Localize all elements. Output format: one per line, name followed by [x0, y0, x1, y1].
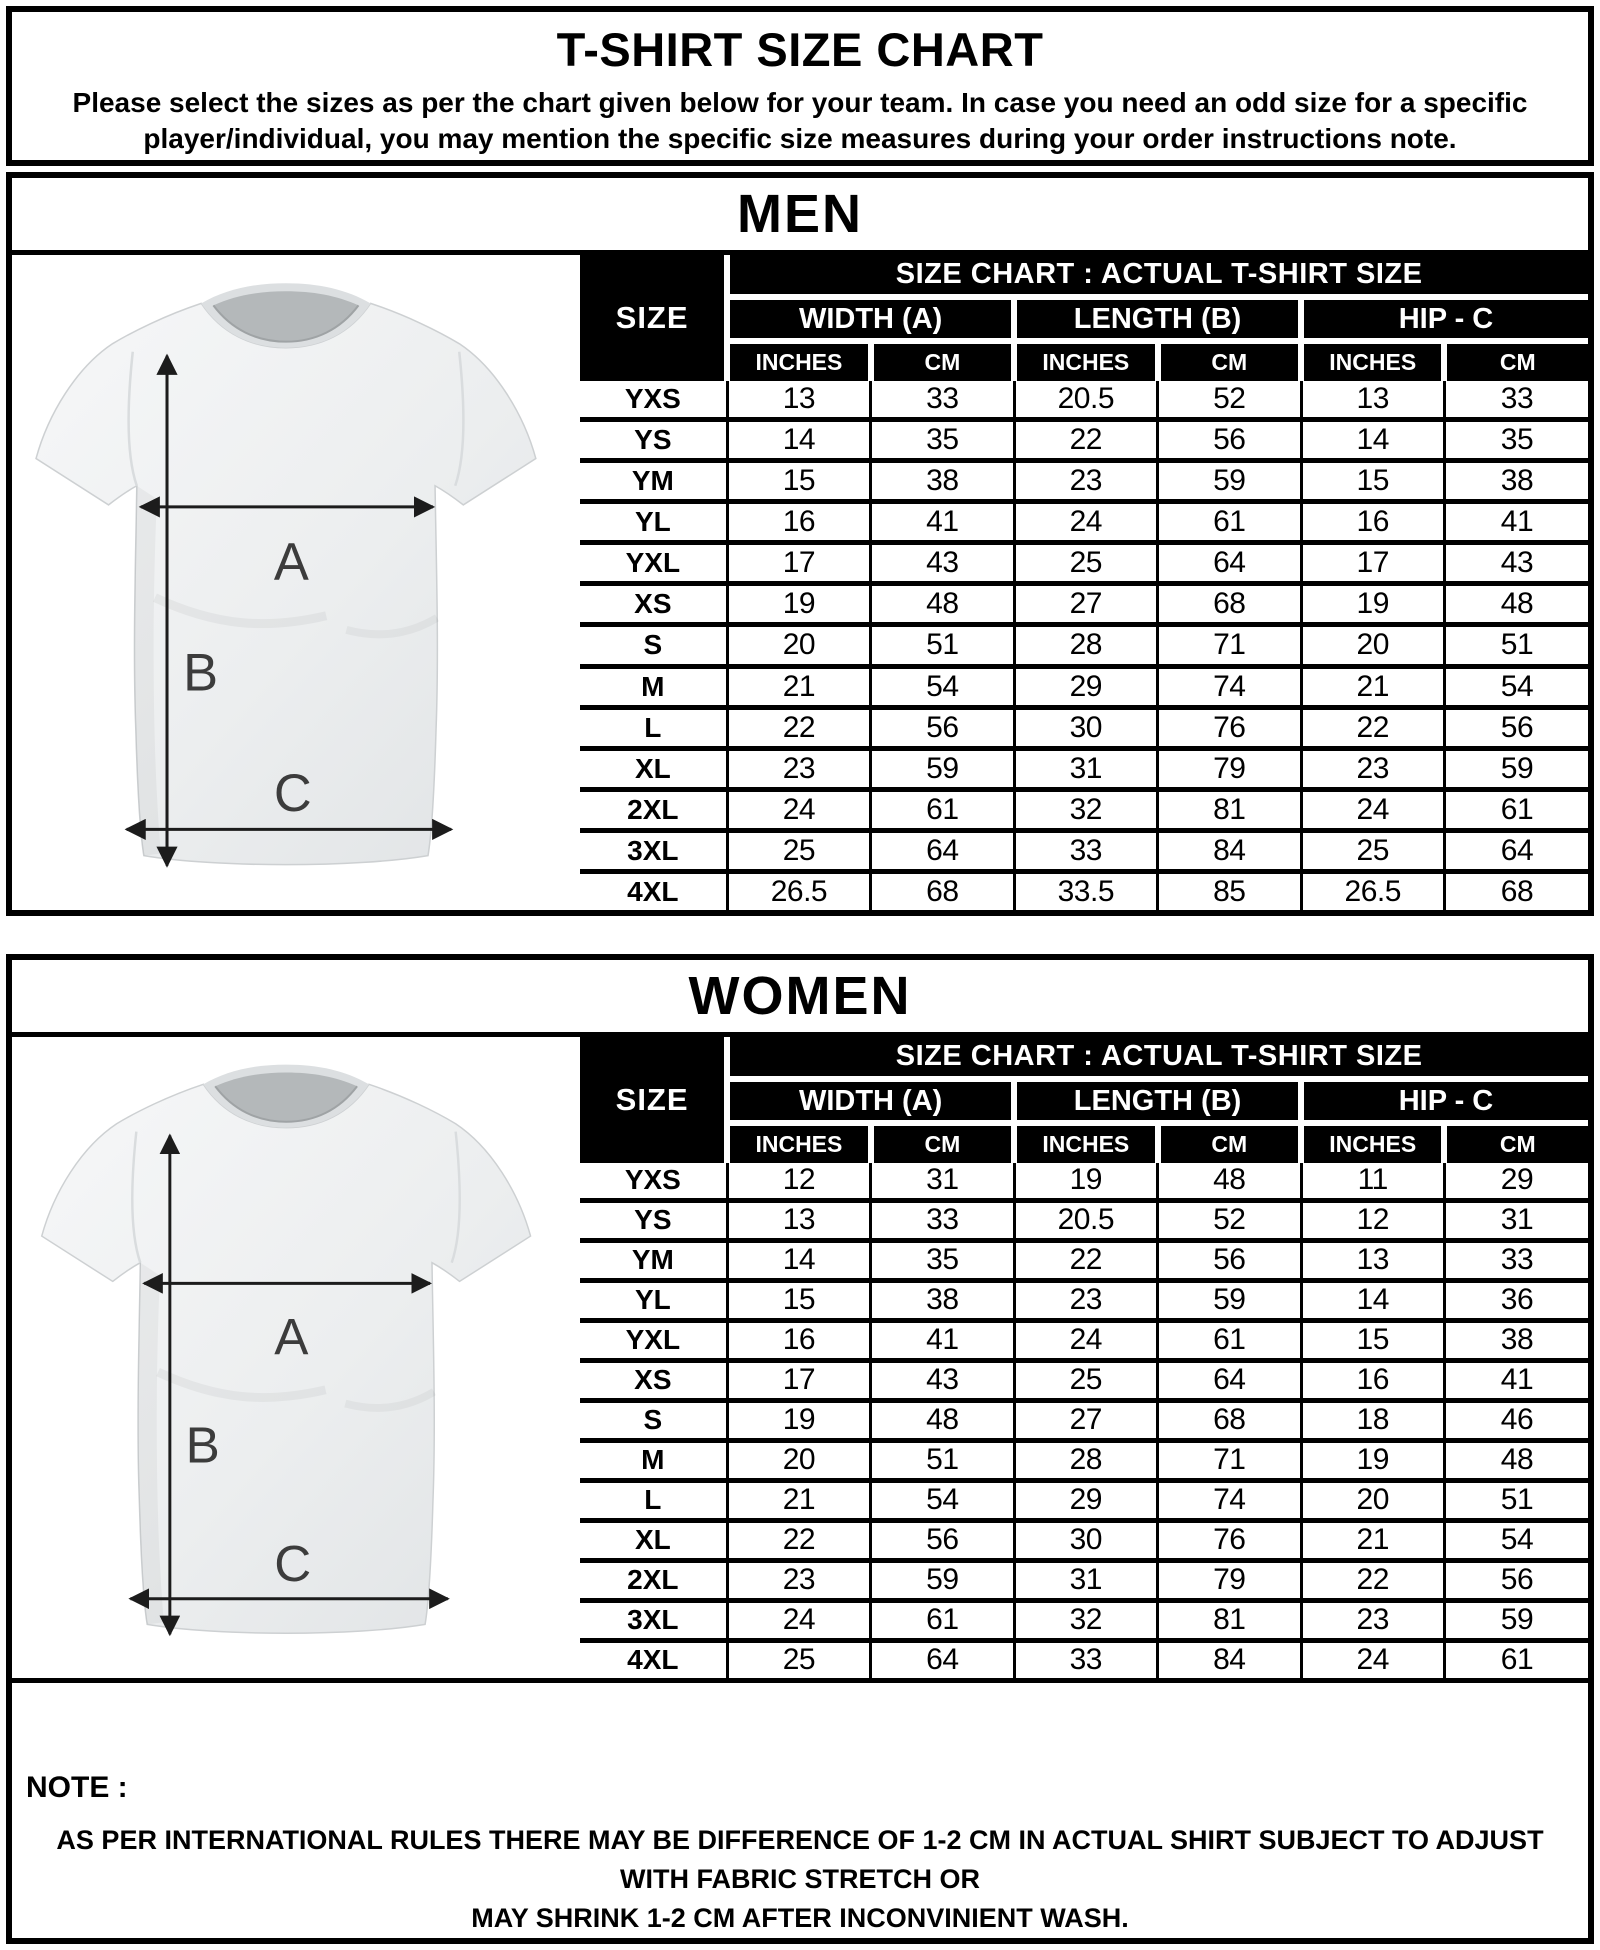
value-cell: 24	[1301, 789, 1444, 830]
value-cell: 35	[871, 419, 1014, 460]
value-cell: 64	[871, 1640, 1014, 1678]
table-row	[580, 1163, 1588, 1200]
value-cell: 15	[727, 461, 870, 502]
size-cell: 2XL	[580, 1560, 727, 1600]
value-cell: 43	[871, 1360, 1014, 1400]
women-size-table	[580, 1037, 1588, 1678]
size-cell: L	[580, 1480, 727, 1520]
value-cell: 24	[727, 789, 870, 830]
size-cell: YXL	[580, 1320, 727, 1360]
tshirt-diagram-svg	[12, 255, 580, 910]
value-cell: 33	[1444, 1240, 1588, 1280]
unit-header: INCHES	[1301, 341, 1444, 381]
value-cell: 36	[1444, 1280, 1588, 1320]
value-cell: 61	[1158, 502, 1301, 543]
men-table-pane	[580, 255, 1588, 910]
value-cell: 59	[871, 748, 1014, 789]
value-cell: 33	[1014, 1640, 1157, 1678]
span-header: SIZE CHART : ACTUAL T-SHIRT SIZE	[727, 255, 1588, 297]
value-cell: 17	[1301, 543, 1444, 584]
value-cell: 21	[727, 666, 870, 707]
size-cell: YXS	[580, 1163, 727, 1200]
tshirt-diagram-svg	[12, 1037, 580, 1678]
table-row	[580, 1600, 1588, 1640]
size-cell: L	[580, 707, 727, 748]
value-cell: 26.5	[727, 871, 870, 910]
value-cell: 26.5	[1301, 871, 1444, 910]
value-cell: 54	[1444, 1520, 1588, 1560]
size-column-header: SIZE	[580, 1037, 727, 1163]
unit-header: CM	[1444, 341, 1588, 381]
value-cell: 22	[727, 707, 870, 748]
value-cell: 64	[1158, 1360, 1301, 1400]
value-cell: 25	[727, 1640, 870, 1678]
size-cell: 2XL	[580, 789, 727, 830]
note-footer	[12, 1678, 1588, 1938]
label-b: B	[185, 1416, 220, 1474]
value-cell: 43	[1444, 543, 1588, 584]
value-cell: 46	[1444, 1400, 1588, 1440]
value-cell: 33	[1014, 830, 1157, 871]
page-subtitle-line-1: Please select the sizes as per the chart given below for your team. In case you need an odd size for a specific	[72, 87, 1528, 118]
group-header-hip: HIP - C	[1301, 297, 1588, 341]
value-cell: 48	[871, 584, 1014, 625]
value-cell: 61	[1158, 1320, 1301, 1360]
unit-header: INCHES	[1014, 1123, 1157, 1163]
group-header-hip: HIP - C	[1301, 1079, 1588, 1123]
value-cell: 16	[727, 1320, 870, 1360]
table-row	[580, 748, 1588, 789]
value-cell: 30	[1014, 1520, 1157, 1560]
value-cell: 51	[1444, 1480, 1588, 1520]
value-cell: 52	[1158, 381, 1301, 419]
size-cell: XL	[580, 748, 727, 789]
value-cell: 23	[1014, 1280, 1157, 1320]
table-row	[580, 1560, 1588, 1600]
value-cell: 14	[1301, 1280, 1444, 1320]
value-cell: 22	[727, 1520, 870, 1560]
value-cell: 79	[1158, 1560, 1301, 1600]
value-cell: 59	[1444, 1600, 1588, 1640]
value-cell: 54	[871, 1480, 1014, 1520]
value-cell: 15	[727, 1280, 870, 1320]
group-header-width: WIDTH (A)	[727, 297, 1014, 341]
value-cell: 51	[1444, 625, 1588, 666]
value-cell: 28	[1014, 1440, 1157, 1480]
value-cell: 23	[1014, 461, 1157, 502]
value-cell: 81	[1158, 1600, 1301, 1640]
value-cell: 16	[1301, 1360, 1444, 1400]
group-header-length: LENGTH (B)	[1014, 1079, 1301, 1123]
value-cell: 19	[727, 1400, 870, 1440]
note-label: NOTE :	[26, 1770, 128, 1804]
size-cell: XS	[580, 584, 727, 625]
table-row	[580, 1280, 1588, 1320]
value-cell: 21	[1301, 1520, 1444, 1560]
value-cell: 76	[1158, 707, 1301, 748]
value-cell: 64	[1444, 830, 1588, 871]
value-cell: 48	[1158, 1163, 1301, 1200]
value-cell: 43	[871, 543, 1014, 584]
group-header-length: LENGTH (B)	[1014, 297, 1301, 341]
women-section-title: WOMEN	[12, 960, 1588, 1037]
table-row	[580, 381, 1588, 419]
value-cell: 13	[727, 381, 870, 419]
value-cell: 35	[1444, 419, 1588, 460]
value-cell: 23	[727, 1560, 870, 1600]
value-cell: 56	[1444, 1560, 1588, 1600]
table-row	[580, 707, 1588, 748]
label-a: A	[274, 1308, 309, 1366]
value-cell: 29	[1014, 666, 1157, 707]
value-cell: 20	[727, 1440, 870, 1480]
size-cell: M	[580, 666, 727, 707]
size-cell: YXS	[580, 381, 727, 419]
value-cell: 51	[871, 1440, 1014, 1480]
value-cell: 38	[871, 461, 1014, 502]
value-cell: 61	[1444, 789, 1588, 830]
value-cell: 56	[1158, 1240, 1301, 1280]
size-cell: YM	[580, 1240, 727, 1280]
value-cell: 31	[1014, 748, 1157, 789]
size-cell: XL	[580, 1520, 727, 1560]
table-row	[580, 1200, 1588, 1240]
label-b: B	[183, 644, 219, 703]
table-row	[580, 1520, 1588, 1560]
value-cell: 56	[871, 707, 1014, 748]
size-cell: 4XL	[580, 871, 727, 910]
value-cell: 24	[1014, 502, 1157, 543]
value-cell: 59	[871, 1560, 1014, 1600]
value-cell: 20.5	[1014, 1200, 1157, 1240]
value-cell: 16	[1301, 502, 1444, 543]
value-cell: 17	[727, 1360, 870, 1400]
table-row	[580, 666, 1588, 707]
table-row	[580, 584, 1588, 625]
size-cell: 3XL	[580, 830, 727, 871]
title-box	[6, 6, 1594, 166]
value-cell: 20	[1301, 1480, 1444, 1520]
table-row	[580, 625, 1588, 666]
value-cell: 56	[1444, 707, 1588, 748]
table-row	[580, 502, 1588, 543]
size-cell: S	[580, 1400, 727, 1440]
table-row	[580, 1360, 1588, 1400]
value-cell: 56	[871, 1520, 1014, 1560]
label-c: C	[273, 765, 312, 824]
unit-header: CM	[1444, 1123, 1588, 1163]
value-cell: 38	[871, 1280, 1014, 1320]
value-cell: 68	[1158, 584, 1301, 625]
size-cell: 3XL	[580, 1600, 727, 1640]
value-cell: 41	[1444, 1360, 1588, 1400]
note-text	[12, 1821, 1588, 1938]
value-cell: 12	[727, 1163, 870, 1200]
value-cell: 41	[871, 1320, 1014, 1360]
value-cell: 31	[1444, 1200, 1588, 1240]
table-row	[580, 1320, 1588, 1360]
unit-header: INCHES	[1014, 341, 1157, 381]
value-cell: 13	[1301, 1240, 1444, 1280]
value-cell: 22	[1014, 419, 1157, 460]
value-cell: 81	[1158, 789, 1301, 830]
size-cell: S	[580, 625, 727, 666]
page-subtitle-line-2: player/individual, you may mention the specific size measures during your order instructions note.	[143, 122, 1457, 154]
group-header-width: WIDTH (A)	[727, 1079, 1014, 1123]
table-row	[580, 1440, 1588, 1480]
women-shirt-illustration	[12, 1037, 580, 1678]
size-cell: YXL	[580, 543, 727, 584]
value-cell: 61	[1444, 1640, 1588, 1678]
value-cell: 33	[871, 1200, 1014, 1240]
size-cell: YL	[580, 1280, 727, 1320]
value-cell: 64	[871, 830, 1014, 871]
size-cell: 4XL	[580, 1640, 727, 1678]
page-title: T-SHIRT SIZE CHART	[556, 23, 1044, 76]
unit-header: INCHES	[1301, 1123, 1444, 1163]
value-cell: 22	[1301, 1560, 1444, 1600]
value-cell: 68	[871, 871, 1014, 910]
value-cell: 76	[1158, 1520, 1301, 1560]
value-cell: 24	[727, 1600, 870, 1640]
size-column-header: SIZE	[580, 255, 727, 381]
value-cell: 41	[1444, 502, 1588, 543]
women-table-pane	[580, 1037, 1588, 1678]
value-cell: 68	[1158, 1400, 1301, 1440]
value-cell: 74	[1158, 1480, 1301, 1520]
note-text-line-1: AS PER INTERNATIONAL RULES THERE MAY BE DIFFERENCE OF 1-2 CM IN ACTUAL SHIRT SUBJECT TO ADJUST WITH FABRIC STRETCH OR	[56, 1824, 1544, 1894]
unit-header: CM	[1158, 1123, 1301, 1163]
value-cell: 25	[1014, 543, 1157, 584]
table-row	[580, 789, 1588, 830]
value-cell: 22	[1014, 1240, 1157, 1280]
value-cell: 84	[1158, 830, 1301, 871]
value-cell: 56	[1158, 419, 1301, 460]
value-cell: 20	[1301, 625, 1444, 666]
value-cell: 20.5	[1014, 381, 1157, 419]
value-cell: 71	[1158, 625, 1301, 666]
value-cell: 25	[727, 830, 870, 871]
value-cell: 23	[727, 748, 870, 789]
value-cell: 22	[1301, 707, 1444, 748]
value-cell: 14	[727, 1240, 870, 1280]
value-cell: 32	[1014, 789, 1157, 830]
value-cell: 29	[1014, 1480, 1157, 1520]
value-cell: 23	[1301, 1600, 1444, 1640]
value-cell: 21	[1301, 666, 1444, 707]
value-cell: 59	[1444, 748, 1588, 789]
table-row	[580, 871, 1588, 910]
value-cell: 71	[1158, 1440, 1301, 1480]
value-cell: 38	[1444, 461, 1588, 502]
men-section	[6, 172, 1594, 916]
value-cell: 30	[1014, 707, 1157, 748]
men-shirt-illustration	[12, 255, 580, 910]
value-cell: 12	[1301, 1200, 1444, 1240]
table-row	[580, 1480, 1588, 1520]
men-section-content	[12, 255, 1588, 910]
value-cell: 48	[1444, 1440, 1588, 1480]
value-cell: 20	[727, 625, 870, 666]
size-cell: XS	[580, 1360, 727, 1400]
value-cell: 27	[1014, 584, 1157, 625]
value-cell: 35	[871, 1240, 1014, 1280]
value-cell: 27	[1014, 1400, 1157, 1440]
value-cell: 13	[1301, 381, 1444, 419]
label-c: C	[274, 1534, 312, 1592]
value-cell: 33	[1444, 381, 1588, 419]
size-cell: YL	[580, 502, 727, 543]
value-cell: 13	[727, 1200, 870, 1240]
size-cell: YS	[580, 419, 727, 460]
value-cell: 31	[1014, 1560, 1157, 1600]
note-text-line-2: MAY SHRINK 1-2 CM AFTER INCONVINIENT WASH.	[471, 1902, 1129, 1933]
value-cell: 54	[871, 666, 1014, 707]
value-cell: 64	[1158, 543, 1301, 584]
unit-header: CM	[871, 341, 1014, 381]
value-cell: 19	[1301, 584, 1444, 625]
value-cell: 11	[1301, 1163, 1444, 1200]
label-a: A	[273, 533, 309, 592]
value-cell: 59	[1158, 1280, 1301, 1320]
size-cell: M	[580, 1440, 727, 1480]
value-cell: 41	[871, 502, 1014, 543]
value-cell: 24	[1301, 1640, 1444, 1678]
value-cell: 19	[727, 584, 870, 625]
value-cell: 15	[1301, 1320, 1444, 1360]
value-cell: 31	[871, 1163, 1014, 1200]
value-cell: 38	[1444, 1320, 1588, 1360]
value-cell: 85	[1158, 871, 1301, 910]
value-cell: 29	[1444, 1163, 1588, 1200]
women-section	[6, 954, 1594, 1944]
value-cell: 23	[1301, 748, 1444, 789]
value-cell: 28	[1014, 625, 1157, 666]
value-cell: 74	[1158, 666, 1301, 707]
value-cell: 14	[1301, 419, 1444, 460]
table-row	[580, 419, 1588, 460]
value-cell: 59	[1158, 461, 1301, 502]
size-cell: YM	[580, 461, 727, 502]
table-row	[580, 461, 1588, 502]
value-cell: 24	[1014, 1320, 1157, 1360]
value-cell: 19	[1014, 1163, 1157, 1200]
value-cell: 48	[871, 1400, 1014, 1440]
unit-header: CM	[871, 1123, 1014, 1163]
table-row	[580, 543, 1588, 584]
value-cell: 33.5	[1014, 871, 1157, 910]
value-cell: 32	[1014, 1600, 1157, 1640]
value-cell: 16	[727, 502, 870, 543]
value-cell: 48	[1444, 584, 1588, 625]
value-cell: 21	[727, 1480, 870, 1520]
value-cell: 17	[727, 543, 870, 584]
value-cell: 51	[871, 625, 1014, 666]
unit-header: INCHES	[727, 341, 870, 381]
value-cell: 68	[1444, 871, 1588, 910]
table-row	[580, 830, 1588, 871]
value-cell: 19	[1301, 1440, 1444, 1480]
value-cell: 15	[1301, 461, 1444, 502]
size-cell: YS	[580, 1200, 727, 1240]
table-row	[580, 1400, 1588, 1440]
value-cell: 61	[871, 1600, 1014, 1640]
value-cell: 33	[871, 381, 1014, 419]
men-section-title: MEN	[12, 178, 1588, 255]
value-cell: 25	[1014, 1360, 1157, 1400]
value-cell: 14	[727, 419, 870, 460]
table-row	[580, 1640, 1588, 1678]
value-cell: 52	[1158, 1200, 1301, 1240]
value-cell: 84	[1158, 1640, 1301, 1678]
value-cell: 79	[1158, 748, 1301, 789]
value-cell: 61	[871, 789, 1014, 830]
value-cell: 25	[1301, 830, 1444, 871]
span-header: SIZE CHART : ACTUAL T-SHIRT SIZE	[727, 1037, 1588, 1079]
women-section-content	[12, 1037, 1588, 1678]
value-cell: 18	[1301, 1400, 1444, 1440]
unit-header: INCHES	[727, 1123, 870, 1163]
men-size-table	[580, 255, 1588, 910]
value-cell: 54	[1444, 666, 1588, 707]
table-row	[580, 1240, 1588, 1280]
unit-header: CM	[1158, 341, 1301, 381]
